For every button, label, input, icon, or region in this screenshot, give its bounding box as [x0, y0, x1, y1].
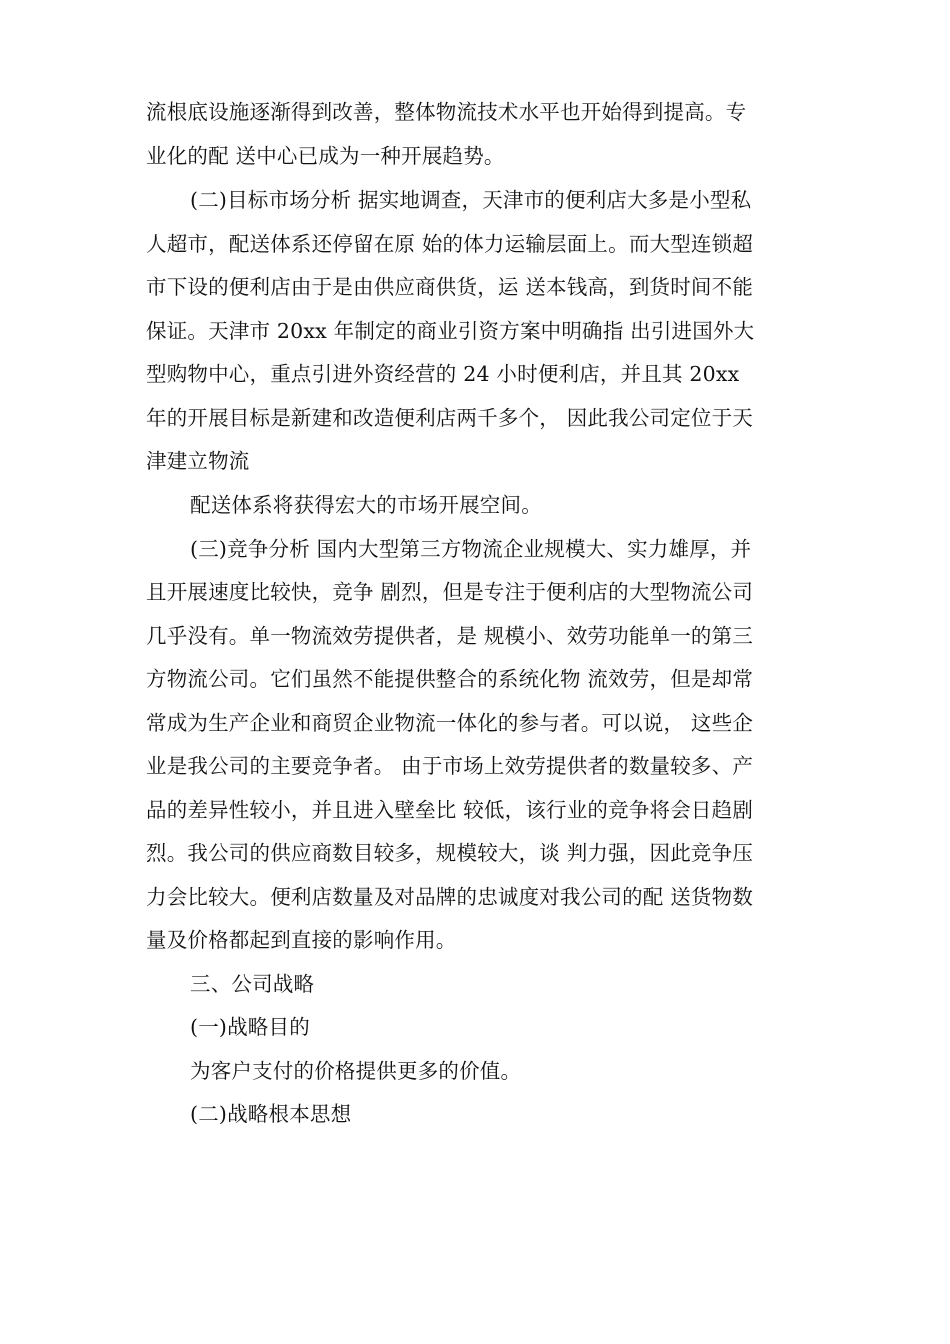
text-line: 保证。天津市 20xx 年制定的商业引资方案中明确指 出引进国外大 [146, 319, 755, 343]
paragraph-heading-competition: (三)竞争分析 国内大型第三方物流企业规模大、实力雄厚，并 [190, 537, 752, 561]
subsection-heading-strategy-goal: (一)战略目的 [190, 1015, 310, 1039]
text-line: 型购物中心，重点引进外资经营的 24 小时便利店，并且其 20xx [146, 362, 740, 386]
text-line: 力会比较大。便利店数量及对品牌的忠诚度对我公司的配 送货物数 [146, 885, 754, 909]
text-line: 市下设的便利店由于是由供应商供货，运 送本钱高，到货时间不能 [146, 275, 754, 299]
text-line: 年的开展目标是新建和改造便利店两千多个， 因此我公司定位于天 [146, 406, 754, 430]
text-line: 配送体系将获得宏大的市场开展空间。 [190, 493, 542, 517]
text-line: 品的差异性较小，并且进入壁垒比 较低，该行业的竞争将会日趋剧 [146, 798, 754, 822]
text-line: 量及价格都起到直接的影响作用。 [146, 928, 457, 952]
text-line: 烈。我公司的供应商数目较多，规模较大，谈 判力强，因此竞争压 [146, 841, 754, 865]
text-line: 几乎没有。单一物流效劳提供者，是 规模小、效劳功能单一的第三 [146, 624, 754, 648]
text-line: 业是我公司的主要竞争者。 由于市场上效劳提供者的数量较多、产 [146, 754, 754, 778]
text-line: 流根底设施逐渐得到改善，整体物流技术水平也开始得到提高。专 [146, 100, 747, 124]
text-line: 且开展速度比较快，竞争 剧烈，但是专注于便利店的大型物流公司 [146, 580, 754, 604]
text-line: 为客户支付的价格提供更多的价值。 [190, 1059, 522, 1083]
text-line: 业化的配 送中心已成为一种开展趋势。 [146, 144, 505, 168]
text-line: 常成为生产企业和商贸企业物流一体化的参与者。可以说， 这些企 [146, 711, 754, 735]
subsection-heading-strategy-idea: (二)战略根本思想 [190, 1102, 352, 1126]
text-line: 方物流公司。它们虽然不能提供整合的系统化物 流效劳，但是却常 [146, 667, 754, 691]
text-line: 人超市，配送体系还停留在原 始的体力运输层面上。而大型连锁超 [146, 232, 754, 256]
section-heading-company-strategy: 三、公司战略 [190, 972, 315, 996]
text-line: 津建立物流 [146, 449, 250, 473]
paragraph-heading-target-market: (二)目标市场分析 据实地调查，天津市的便利店大多是小型私 [190, 188, 752, 212]
